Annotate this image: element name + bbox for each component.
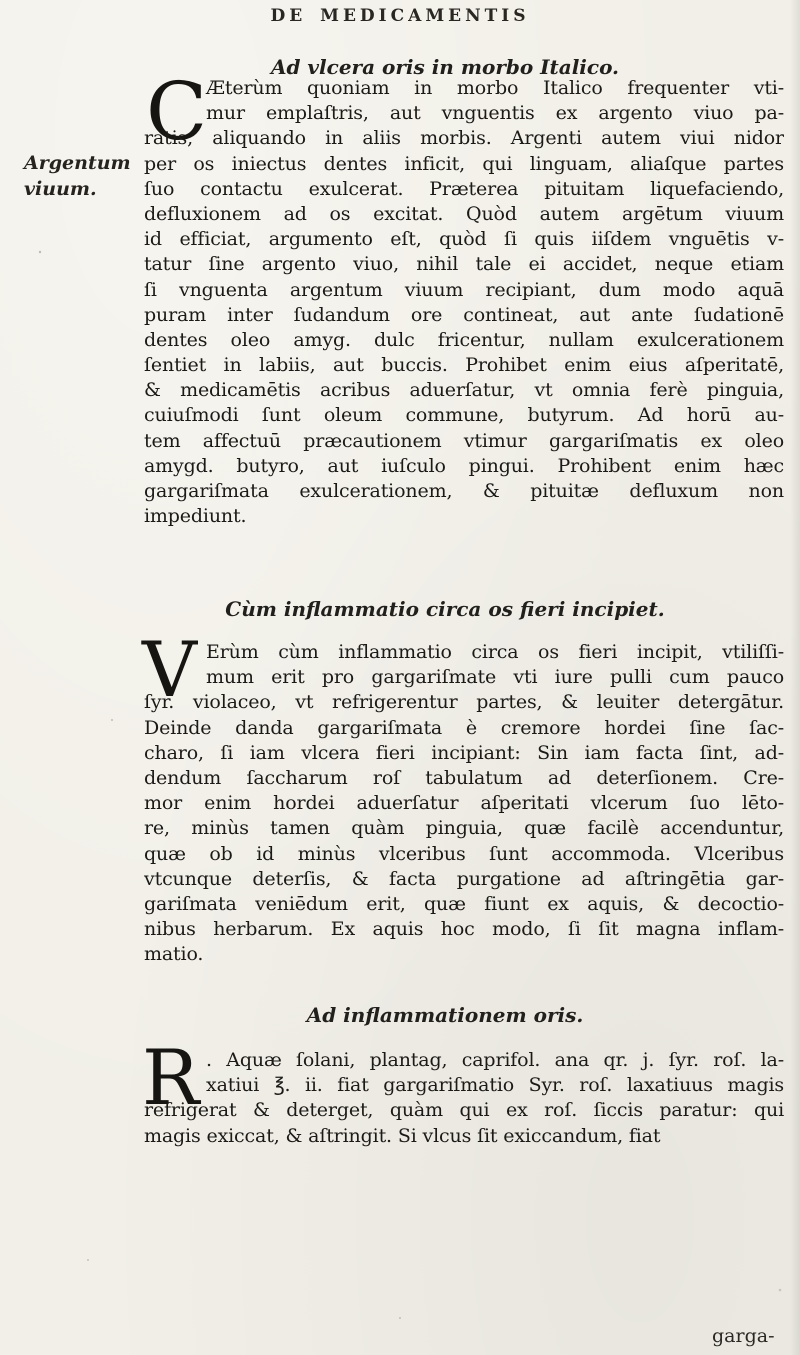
paragraph-3 [144,1048,784,1149]
text-line: per os iniectus dentes inficit, qui linguam, aliaſque partes [144,152,784,175]
text-line: magis exiccat, & aſtringit. Si vlcus ſit exiccandum, fiat [144,1124,661,1147]
text-line: mor enim hordei aduerſatur aſperitati vlcerum ſuo lēto- [144,792,784,815]
page-edge-shadow [790,0,800,1355]
section-heading-3: Ad inflammationem oris. [306,1003,584,1027]
text-line: gargariſmata exulcerationem, & pituitæ defluxum non [144,480,784,502]
text-line: quæ ob id minùs vlceribus ſunt accommoda. Vlceribus [144,842,784,865]
paragraph-2 [144,640,784,967]
running-head-right: MEDICAMENTIS [320,6,530,26]
margin-note [24,150,131,202]
text-line: mur emplaſtris, aut vnguentis ex argento viuo pa- [206,102,784,125]
text-line: ſuo contactu exulcerat. Præterea pituitam liquefaciendo, [144,177,784,200]
text-line: amygd. butyro, aut iuſculo pingui. Prohibent enim hæc [144,454,784,477]
paper-speck [39,251,41,253]
paper-speck [399,1317,401,1319]
text-line: . Aquæ ſolani, plantag, caprifol. ana qr. j. ſyr. roſ. la- [206,1049,784,1071]
drop-cap-2: V [142,625,197,714]
text-line: tem affectuū præcautionem vtimur gargariſmatis ex oleo [144,429,784,452]
text-line: tatur ſine argento viuo, nihil tale ei accidet, neque etiam [144,253,784,276]
text-line: xatiui ℥. ii. fiat gargariſmatio Syr. roſ. laxatiuus magis [206,1074,784,1097]
text-line: & medicamētis acribus aduerſatur, vt omnia ferè pinguia, [144,379,784,402]
section-heading-2: Cùm inflammatio circa os fieri incipiet. [225,597,665,621]
drop-cap-3: R [142,1033,200,1122]
text-line: dentes oleo amyg. dulc fricentur, nullam exulcerationem [144,328,784,351]
text-line: Deinde danda gargariſmata è cremore hordei ſine ſac- [144,716,784,739]
text-line: mum erit pro gargariſmate vti iure pulli cum pauco [206,666,784,689]
text-line: impediunt. [144,505,247,528]
text-line: cuiuſmodi ſunt oleum commune, butyrum. Ad horū au- [144,404,784,427]
text-line: re, minùs tamen quàm pinguia, quæ facilè accenduntur, [144,817,784,840]
text-line: gariſmata veniēdum erit, quæ fiunt ex aquis, & decoctio- [144,892,784,915]
text-line: nibus herbarum. Ex aquis hoc modo, ſi ſit magna inflam- [144,918,784,941]
paper-speck [87,1259,89,1261]
text-line: charo, ſi iam vlcera fieri incipiant: Sin iam facta ſint, ad- [144,741,784,764]
text-line: refrigerat & deterget, quàm qui ex roſ. ſiccis paratur: qui [144,1099,784,1122]
paper-speck [111,719,113,721]
text-line: ſentiet in labiis, aut buccis. Prohibet enim eius aſperitatē, [144,354,784,377]
running-head-left: DE [270,6,307,26]
text-line: id efficiat, argumento eſt, quòd ſi quis iiſdem vnguētis v- [144,228,784,251]
text-line: ratis, aliquando in aliis morbis. Argenti autem viui nidor [144,127,784,150]
drop-cap-1: C [146,65,208,158]
text-line: ſi vnguenta argentum viuum recipiant, dum modo aquā [144,278,784,301]
text-line: Æterùm quoniam in morbo Italico frequenter vti- [206,77,784,99]
paper-speck [779,1289,782,1292]
paragraph-1 [144,76,784,529]
text-line: dendum ſaccharum roſ tabulatum ad deterſionem. Cre- [144,766,784,789]
text-line: ſyr. violaceo, vt refrigerentur partes, & leuiter detergātur. [144,691,784,714]
margin-note-line-1: Argentum [24,152,131,174]
text-line: matio. [144,943,204,966]
catchword: garga- [712,1325,775,1347]
running-head [0,6,800,26]
section-heading-1: Ad vlcera oris in morbo Italico. [270,55,620,79]
text-line: puram inter ſudandum ore contineat, aut ante ſudationē [144,303,784,326]
text-line: vtcunque deterſis, & facta purgatione ad aſtringētia gar- [144,867,784,890]
margin-note-line-2: viuum. [24,178,97,200]
text-line: defluxionem ad os excitat. Quòd autem argētum viuum [144,202,784,225]
text-line: Erùm cùm inflammatio circa os fieri incipit, vtiliſſi- [206,641,784,663]
